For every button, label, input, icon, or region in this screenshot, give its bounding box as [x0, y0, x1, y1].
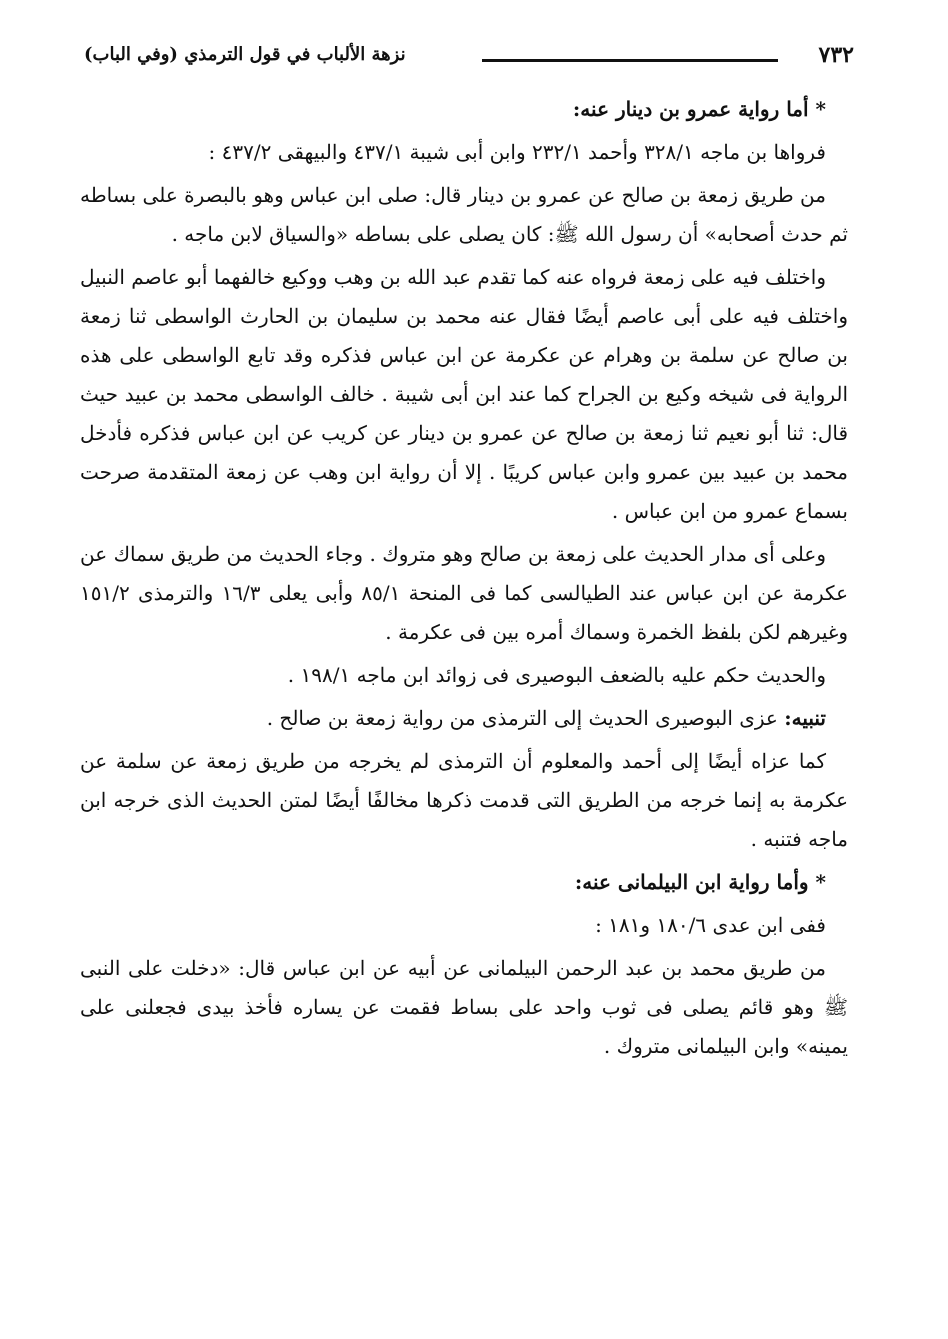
page-header	[76, 36, 854, 76]
paragraph: من طريق محمد بن عبد الرحمن البيلمانى عن أبيه عن ابن عباس قال: «دخلت على النبى ﷺ وهو قائم يصلى فى ثوب واحد على بساط فقمت عن يساره فأخذ بيدى فجعلنى على يمينه» وابن البيلمانى متروك .	[80, 956, 848, 1058]
page-body	[80, 90, 848, 1070]
section-heading-amr: * أما رواية عمرو بن دينار عنه:	[572, 97, 826, 121]
paragraph: وعلى أى مدار الحديث على زمعة بن صالح وهو متروك . وجاء الحديث من طريق سماك عن عكرمة عن ابن عباس عند الطيالسى كما فى المنحة ٨٥/١ وأبى يعلى ١٦/٣ والترمذى ١٥١/٢ وغيرهم لكن بلفظ الخمرة وسماك أمره بين فى عكرمة .	[80, 542, 849, 644]
note-label: تنبيه:	[784, 706, 826, 730]
paragraph: والحديث حكم عليه بالضعف البوصيرى فى زوائد ابن ماجه ١٩٨/١ .	[287, 663, 826, 687]
note-paragraph	[80, 699, 848, 738]
header-rule	[482, 59, 778, 62]
page-number: ٧٣٢	[818, 42, 854, 68]
paragraph: واختلف فيه على زمعة فرواه عنه كما تقدم عبد الله بن وهب ووكيع خالفهما أبو عاصم النبيل واختلف فيه على أبى عاصم أيضًا فقال عنه محمد بن سليمان بن الحارث الواسطى ثنا زمعة بن صالح عن سلمة بن وهرام عن عكرمة عن ابن عباس فذكره وقد تابع الواسطى على هذه الرواية فى شيخه وكيع بن الجراح كما عند ابن أبى شيبة . خالف الواسطى محمد بن عبيد حيث قال: ثنا أبو نعيم ثنا زمعة بن صالح عن عمرو بن دينار عن كريب عن ابن عباس فذكره فأدخل محمد بن عبيد بين عمرو وابن عباس كريبًا . إلا أن رواية ابن وهب عن زمعة المتقدمة صرحت بسماع عمرو من ابن عباس .	[80, 265, 849, 523]
section-heading-baylamani: * وأما رواية ابن البيلمانى عنه:	[574, 870, 826, 894]
running-title: نزهة الألباب في قول الترمذي (وفي الباب)	[84, 44, 406, 65]
paragraph: فرواها بن ماجه ٣٢٨/١ وأحمد ٢٣٢/١ وابن أبى شيبة ٤٣٧/١ والبيهقى ٤٣٧/٢ :	[208, 140, 826, 164]
note-text: عزى البوصيرى الحديث إلى الترمذى من رواية زمعة بن صالح .	[266, 706, 785, 730]
paragraph: كما عزاه أيضًا إلى أحمد والمعلوم أن الترمذى لم يخرجه من طريق زمعة عن سلمة عن عكرمة به إنما خرجه من الطريق التى قدمت ذكرها مخالفًا أيضًا لمتن الحديث الذى خرجه ابن ماجه فتنبه .	[80, 749, 848, 851]
paragraph: من طريق زمعة بن صالح عن عمرو بن دينار قال: صلى ابن عباس وهو بالبصرة على بساطه ثم حدث أصحابه» أن رسول الله ﷺ: كان يصلى على بساطه «والسياق لابن ماجه .	[80, 183, 848, 246]
paragraph: ففى ابن عدى ١٨٠/٦ و١٨١ :	[595, 913, 826, 937]
